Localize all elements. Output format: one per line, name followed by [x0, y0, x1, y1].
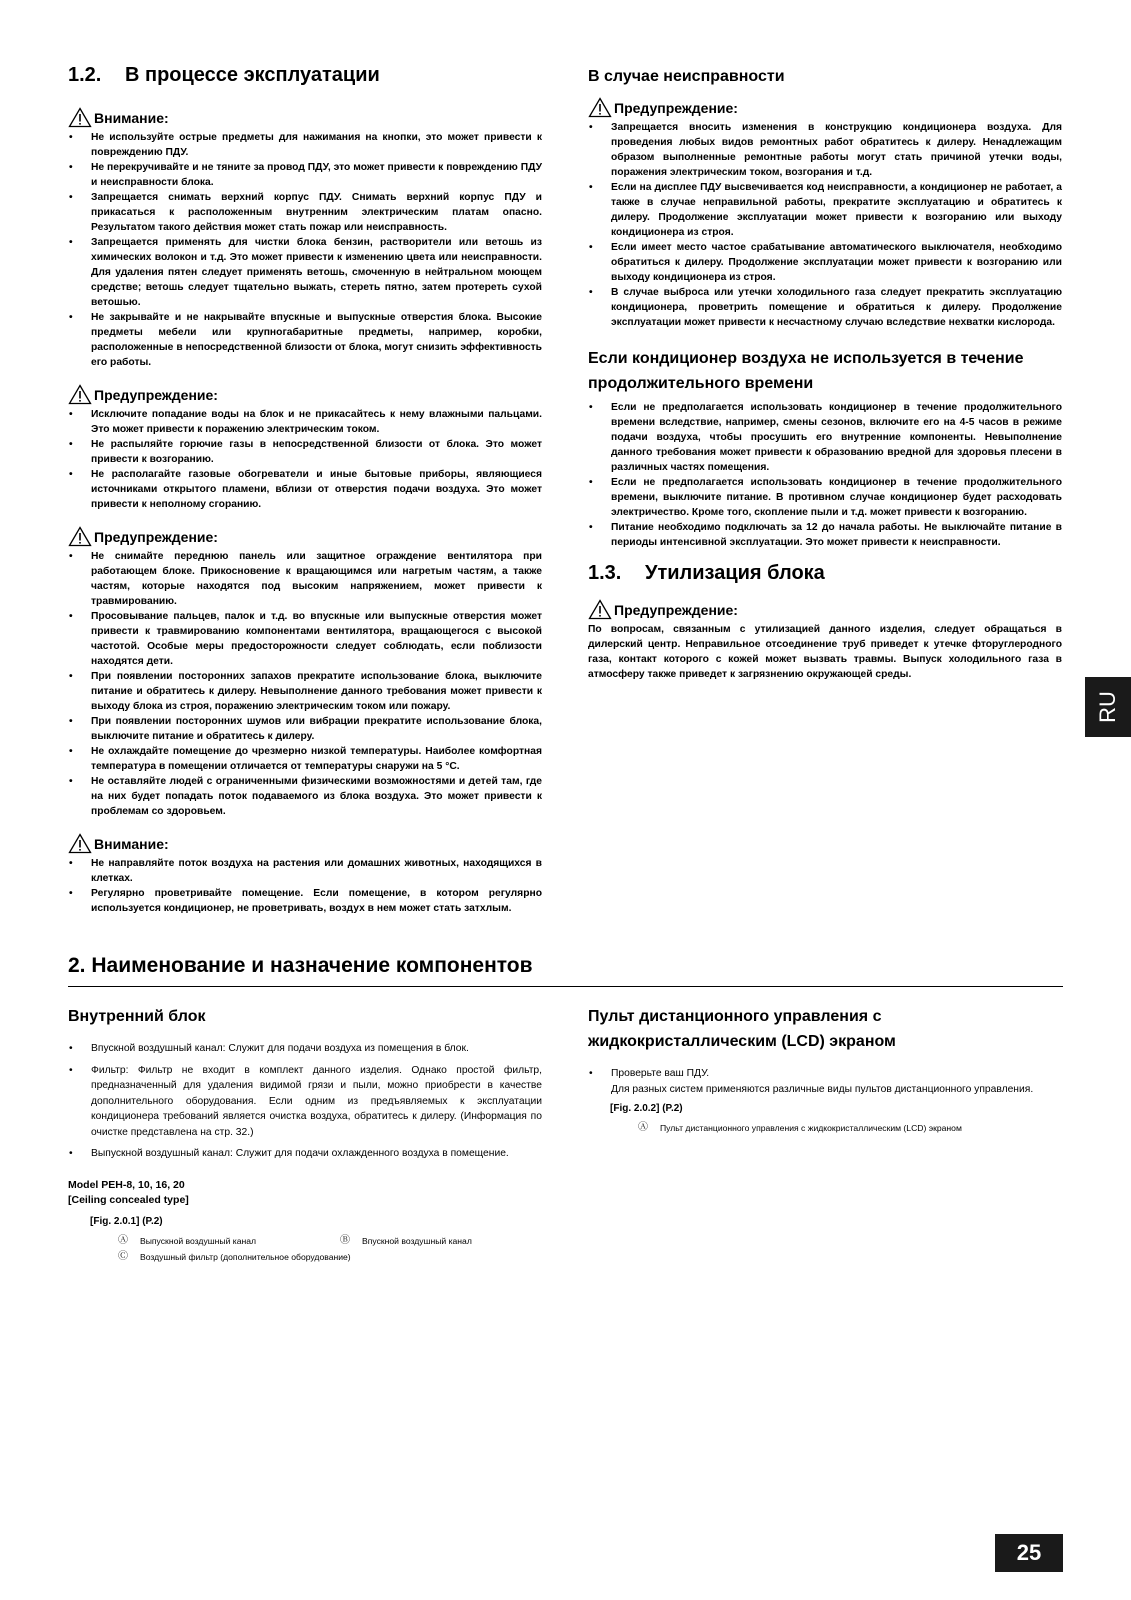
- list-item: • Просовывание пальцев, палок и т.д. во впускные или выпускные отверстия может привести к травмированию компонентами вентилятора, вращающегося с высокой частотой. Особые меры предосторожности следует соблюдать, если поблизости находятся дети.: [68, 609, 542, 669]
- caution-heading: Внимание:: [68, 107, 542, 128]
- list-item: • Если не предполагается использовать кондиционер в течение продолжительного времени вследствие, например, смены сезонов, включите его на 4-5 часов в режиме подачи воздуха, чтобы просушить его внутренние компоненты. Невыполнение данного требования может привести к образованию вредной для здоровья плесени в различных частях помещения.: [588, 400, 1062, 475]
- legend-item: Ⓐ Выпускной воздушный канал: [118, 1233, 340, 1249]
- warning-heading: Предупреждение:: [68, 526, 542, 547]
- legend-item: Ⓒ Воздушный фильтр (дополнительное оборудование): [118, 1249, 542, 1265]
- list-item: • Не оставляйте людей с ограниченными физическими возможностями и детей там, где на них будет попадать поток подаваемого из блока воздуха. Это может привести к проблемам со здоровьем.: [68, 774, 542, 819]
- warning-heading: Предупреждение:: [588, 599, 1062, 620]
- warning-block: [68, 526, 542, 819]
- list-item: • Не используйте острые предметы для нажимания на кнопки, это может привести к повреждению ПДУ.: [68, 130, 542, 160]
- section-1-2-title: [68, 64, 542, 87]
- right-column: [588, 64, 1062, 682]
- legend-marker: Ⓐ: [638, 1122, 648, 1133]
- bullet-list: [68, 1041, 542, 1162]
- caution-block: [68, 107, 542, 370]
- warning-triangle-icon: [68, 384, 92, 405]
- warning-triangle-icon: [588, 97, 612, 118]
- list-item: • Фильтр: Фильтр не входит в комплект данного изделия. Однако простой фильтр, предназначенный для удаления видимой грязи и пыли, можно приобрести в качестве дополнительного оборудования. Если одним из предъявляемых к эксплуатации кондиционера требований является очистка воздуха, обратитесь к дилеру. (Информация по очистке представлена на стр. 32.): [68, 1063, 542, 1141]
- list-item: • Если не предполагается использовать кондиционер в течение продолжительного времени, выключите питание. В противном случае кондиционер будет расходовать электричество. Кроме того, скопление пыли и т.д. может привести к возгоранию.: [588, 475, 1062, 520]
- warning-triangle-icon: [68, 833, 92, 854]
- caution-heading: Внимание:: [68, 833, 542, 854]
- bullet-list: [68, 549, 542, 819]
- language-tab: RU: [1085, 677, 1131, 737]
- warning-block: [68, 384, 542, 512]
- bullet-list: [68, 130, 542, 370]
- indoor-unit-section: [68, 1004, 542, 1265]
- list-item: • Проверьте ваш ПДУ. Для разных систем применяются различные виды пультов дистанционного управления.: [588, 1066, 1062, 1097]
- warning-heading: Предупреждение:: [588, 97, 1062, 118]
- list-item: • Если на дисплее ПДУ высвечивается код неисправности, а кондиционер не работает, а также в случае неправильной работы, прекратите эксплуатацию и обратитесь к дилеру. Продолжение эксплуатации может привести к возгоранию или выходу кондиционера из строя.: [588, 180, 1062, 240]
- remote-controller-section: [588, 1004, 1062, 1136]
- list-item: • Не перекручивайте и не тяните за провод ПДУ, это может привести к повреждению ПДУ и неисправности блока.: [68, 160, 542, 190]
- legend-marker: Ⓒ: [118, 1250, 128, 1262]
- remote-controller-title: Пульт дистанционного управления с жидкокристаллическим (LCD) экраном: [588, 1008, 896, 1050]
- model-label: Model PEH-8, 10, 16, 20 [Ceiling concealed type]: [68, 1178, 189, 1206]
- fault-title: В случае неисправности: [588, 68, 785, 85]
- list-item: • Запрещается вносить изменения в конструкцию кондиционера воздуха. Для проведения любых видов ремонтных работ обратитесь к дилеру. Ненадлежащим образом выполненные ремонтные работы могут стать причиной утечки воды, поражения электрическим током, возгорания и т.д.: [588, 120, 1062, 180]
- bullet-list: [68, 856, 542, 916]
- warning-triangle-icon: [588, 599, 612, 620]
- warning-triangle-icon: [68, 107, 92, 128]
- figure-reference: [Fig. 2.0.1] (P.2): [90, 1215, 163, 1227]
- section-number: 1.3.: [588, 562, 622, 584]
- section-1-2: [68, 64, 542, 930]
- unused-block: [588, 400, 1062, 550]
- list-item: • При появлении посторонних запахов прекратите использование блока, выключите питание и обратитесь к дилеру. Невыполнение данного требования может привести к выходу блока из строя, поражению электрическим током или пожару.: [68, 669, 542, 714]
- bullet-list: [588, 1066, 1062, 1097]
- bullet-list: [588, 400, 1062, 550]
- list-item: • Выпускной воздушный канал: Служит для подачи охлажденного воздуха в помещение.: [68, 1146, 542, 1162]
- caution-block: [68, 833, 542, 916]
- warning-triangle-icon: [68, 526, 92, 547]
- section-number: 1.2.: [68, 64, 102, 86]
- legend-item: Ⓐ Пульт дистанционного управления с жидкокристаллическим (LCD) экраном: [638, 1120, 1062, 1136]
- legend-marker: Ⓐ: [118, 1234, 128, 1246]
- list-item: • Впускной воздушный канал: Служит для подачи воздуха из помещения в блок.: [68, 1041, 542, 1057]
- fault-warning-block: [588, 97, 1062, 330]
- list-item: • Не направляйте поток воздуха на растения или домашних животных, находящихся в клетках.: [68, 856, 542, 886]
- figure-reference: [Fig. 2.0.2] (P.2): [610, 1103, 683, 1114]
- unused-title: Если кондиционер воздуха не используется в течение продолжительного времени: [588, 350, 1024, 392]
- list-item: • Регулярно проветривайте помещение. Если помещение, в котором регулярно используется кондиционер, не проветривать, воздух в нем может стать затхлым.: [68, 886, 542, 916]
- warning-heading: Предупреждение:: [68, 384, 542, 405]
- list-item: • Если имеет место частое срабатывание автоматического выключателя, необходимо обратиться к дилеру. Продолжение эксплуатации может привести к возгоранию или выходу кондиционера из строя.: [588, 240, 1062, 285]
- list-item: • Не закрывайте и не накрывайте впускные и выпускные отверстия блока. Высокие предметы мебели или крупногабаритные предметы, например, коробки, расположенные в непосредственной близости от блока, могут снизить эффективность его работы.: [68, 310, 542, 370]
- legend-marker: Ⓑ: [340, 1234, 350, 1246]
- bullet-list: [68, 407, 542, 512]
- section-1-3-title: [588, 562, 1062, 585]
- section-title-text: В процессе эксплуатации: [125, 64, 380, 86]
- section-title-text: Утилизация блока: [645, 562, 825, 584]
- legend-item: Ⓑ Впускной воздушный канал: [340, 1233, 472, 1249]
- list-item: • Питание необходимо подключать за 12 до начала работы. Не выключайте питание в периоды интенсивной эксплуатации. Это может привести к неисправности.: [588, 520, 1062, 550]
- list-item: • Запрещается применять для чистки блока бензин, растворители или ветошь из химических волокон и т.д. Это может привести к изменению цвета или неисправности. Для удаления пятен следует применять ветошь, смоченную в нейтральном моющем средстве; ветошь следует тщательно выжать, стереть пятно, затем протереть сухой ветошью.: [68, 235, 542, 310]
- list-item: • Запрещается снимать верхний корпус ПДУ. Снимать верхний корпус ПДУ и прикасаться к расположенным внутренним электрическим платам опасно. Результатом такого действия может стать пожар или неисправность.: [68, 190, 542, 235]
- bullet-list: [588, 120, 1062, 330]
- page-number: 25: [995, 1534, 1063, 1572]
- disposal-text: По вопросам, связанным с утилизацией данного изделия, следует обращаться в дилерский центр. Неправильное отсоединение труб приведет к утечке фторуглеродного газа, контакт которого с кожей может вызвать травмы. Выпуск холодильного газа в атмосферу также приведет к загрязнению окружающей среды.: [588, 624, 1062, 680]
- list-item: • При появлении посторонних шумов или вибрации прекратите использование блока, выключите питание и обратитесь к дилеру.: [68, 714, 542, 744]
- section-2-title: 2. Наименование и назначение компонентов: [68, 954, 1063, 987]
- list-item: • Не располагайте газовые обогреватели и иные бытовые приборы, являющиеся источниками открытого пламени, вблизи от отверстия подачи воздуха. Это может привести к неполному сгоранию.: [68, 467, 542, 512]
- list-item: • Не снимайте переднюю панель или защитное ограждение вентилятора при работающем блоке. Прикосновение к вращающимся или нагретым частям, а также частям, которые находятся под высоким напряжением, может привести к травмированию.: [68, 549, 542, 609]
- list-item: • Исключите попадание воды на блок и не прикасайтесь к нему влажными пальцами. Это может привести к поражению электрическим током.: [68, 407, 542, 437]
- list-item: • Не распыляйте горючие газы в непосредственной близости от блока. Это может привести к возгоранию.: [68, 437, 542, 467]
- figure-legend: [118, 1233, 542, 1265]
- indoor-unit-title: Внутренний блок: [68, 1008, 206, 1025]
- list-item: • В случае выброса или утечки холодильного газа следует прекратить эксплуатацию кондиционера, проветрить помещение и обратиться к дилеру. Продолжение эксплуатации может привести к несчастному случаю вследствие нехватки кислорода.: [588, 285, 1062, 330]
- list-item: • Не охлаждайте помещение до чрезмерно низкой температуры. Наиболее комфортная температура в помещении отличается от температуры снаружи на 5 °C.: [68, 744, 542, 774]
